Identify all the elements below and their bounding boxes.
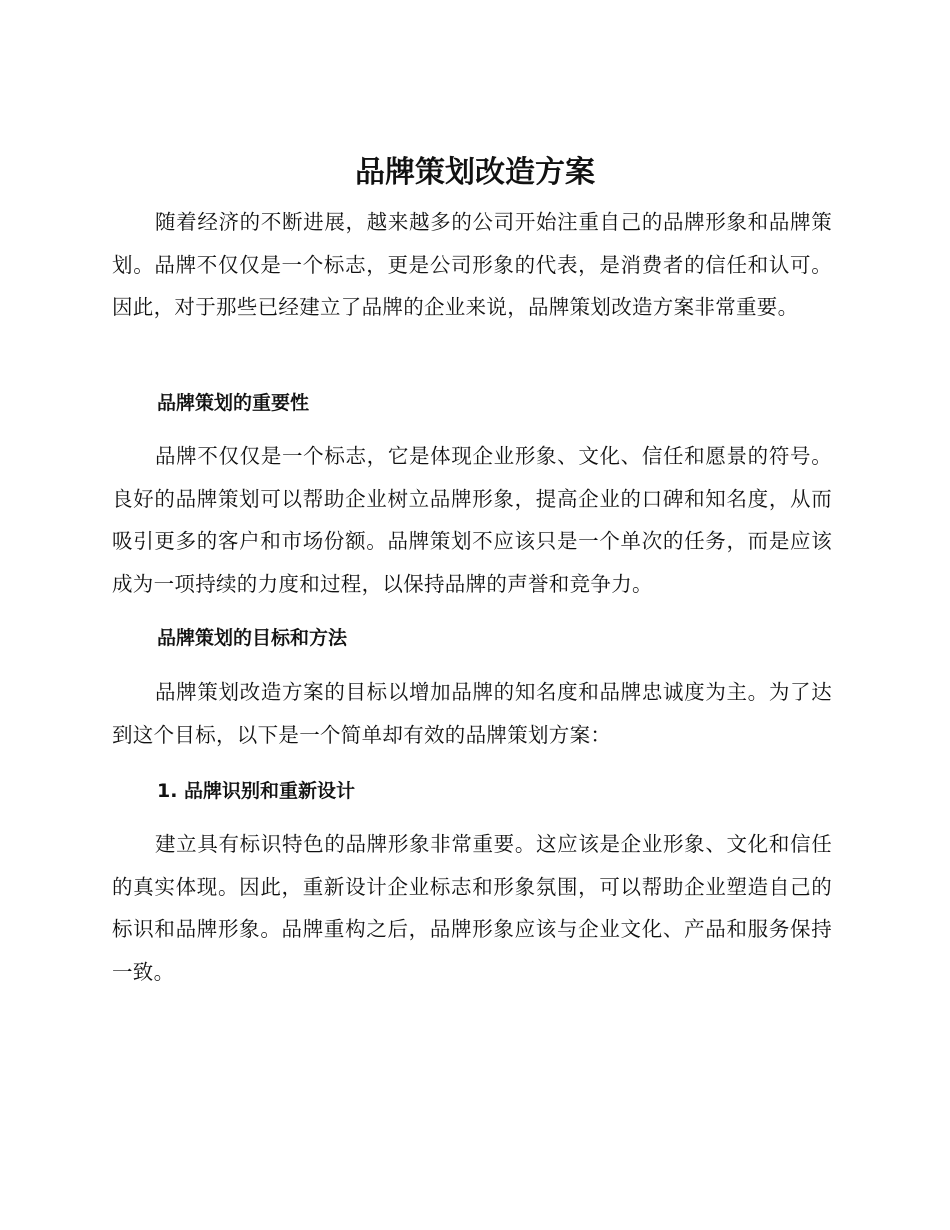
section-heading-importance: 品牌策划的重要性: [157, 392, 310, 414]
document-title: 品牌策划改造方案: [355, 155, 595, 190]
section-body-brand-identity: 建立具有标识特色的品牌形象非常重要。这应该是企业形象、文化和信任的真实体现。因此，重新设计企业标志和形象氛围，可以帮助企业塑造自己的标识和品牌形象。品牌重构之后，品牌形象应该与企业文化、产品和服务保持一致。: [112, 832, 832, 984]
section-heading-goals-methods: 品牌策划的目标和方法: [157, 627, 348, 649]
section-body-importance: 品牌不仅仅是一个标志，它是体现企业形象、文化、信任和愿景的符号。良好的品牌策划可以帮助企业树立品牌形象，提高企业的口碑和知名度，从而吸引更多的客户和市场份额。品牌策划不应该只是一个单次的任务，而是应该成为一项持续的力度和过程，以保持品牌的声誉和竞争力。: [112, 444, 832, 596]
section-heading-brand-identity: 1. 品牌识别和重新设计: [157, 780, 356, 802]
section-body-goals-methods: 品牌策划改造方案的目标以增加品牌的知名度和品牌忠诚度为主。为了达到这个目标，以下是一个简单却有效的品牌策划方案：: [112, 680, 832, 747]
intro-paragraph: 随着经济的不断进展，越来越多的公司开始注重自己的品牌形象和品牌策划。品牌不仅仅是一个标志，更是公司形象的代表，是消费者的信任和认可。因此，对于那些已经建立了品牌的企业来说，品牌策划改造方案非常重要。: [112, 210, 832, 319]
